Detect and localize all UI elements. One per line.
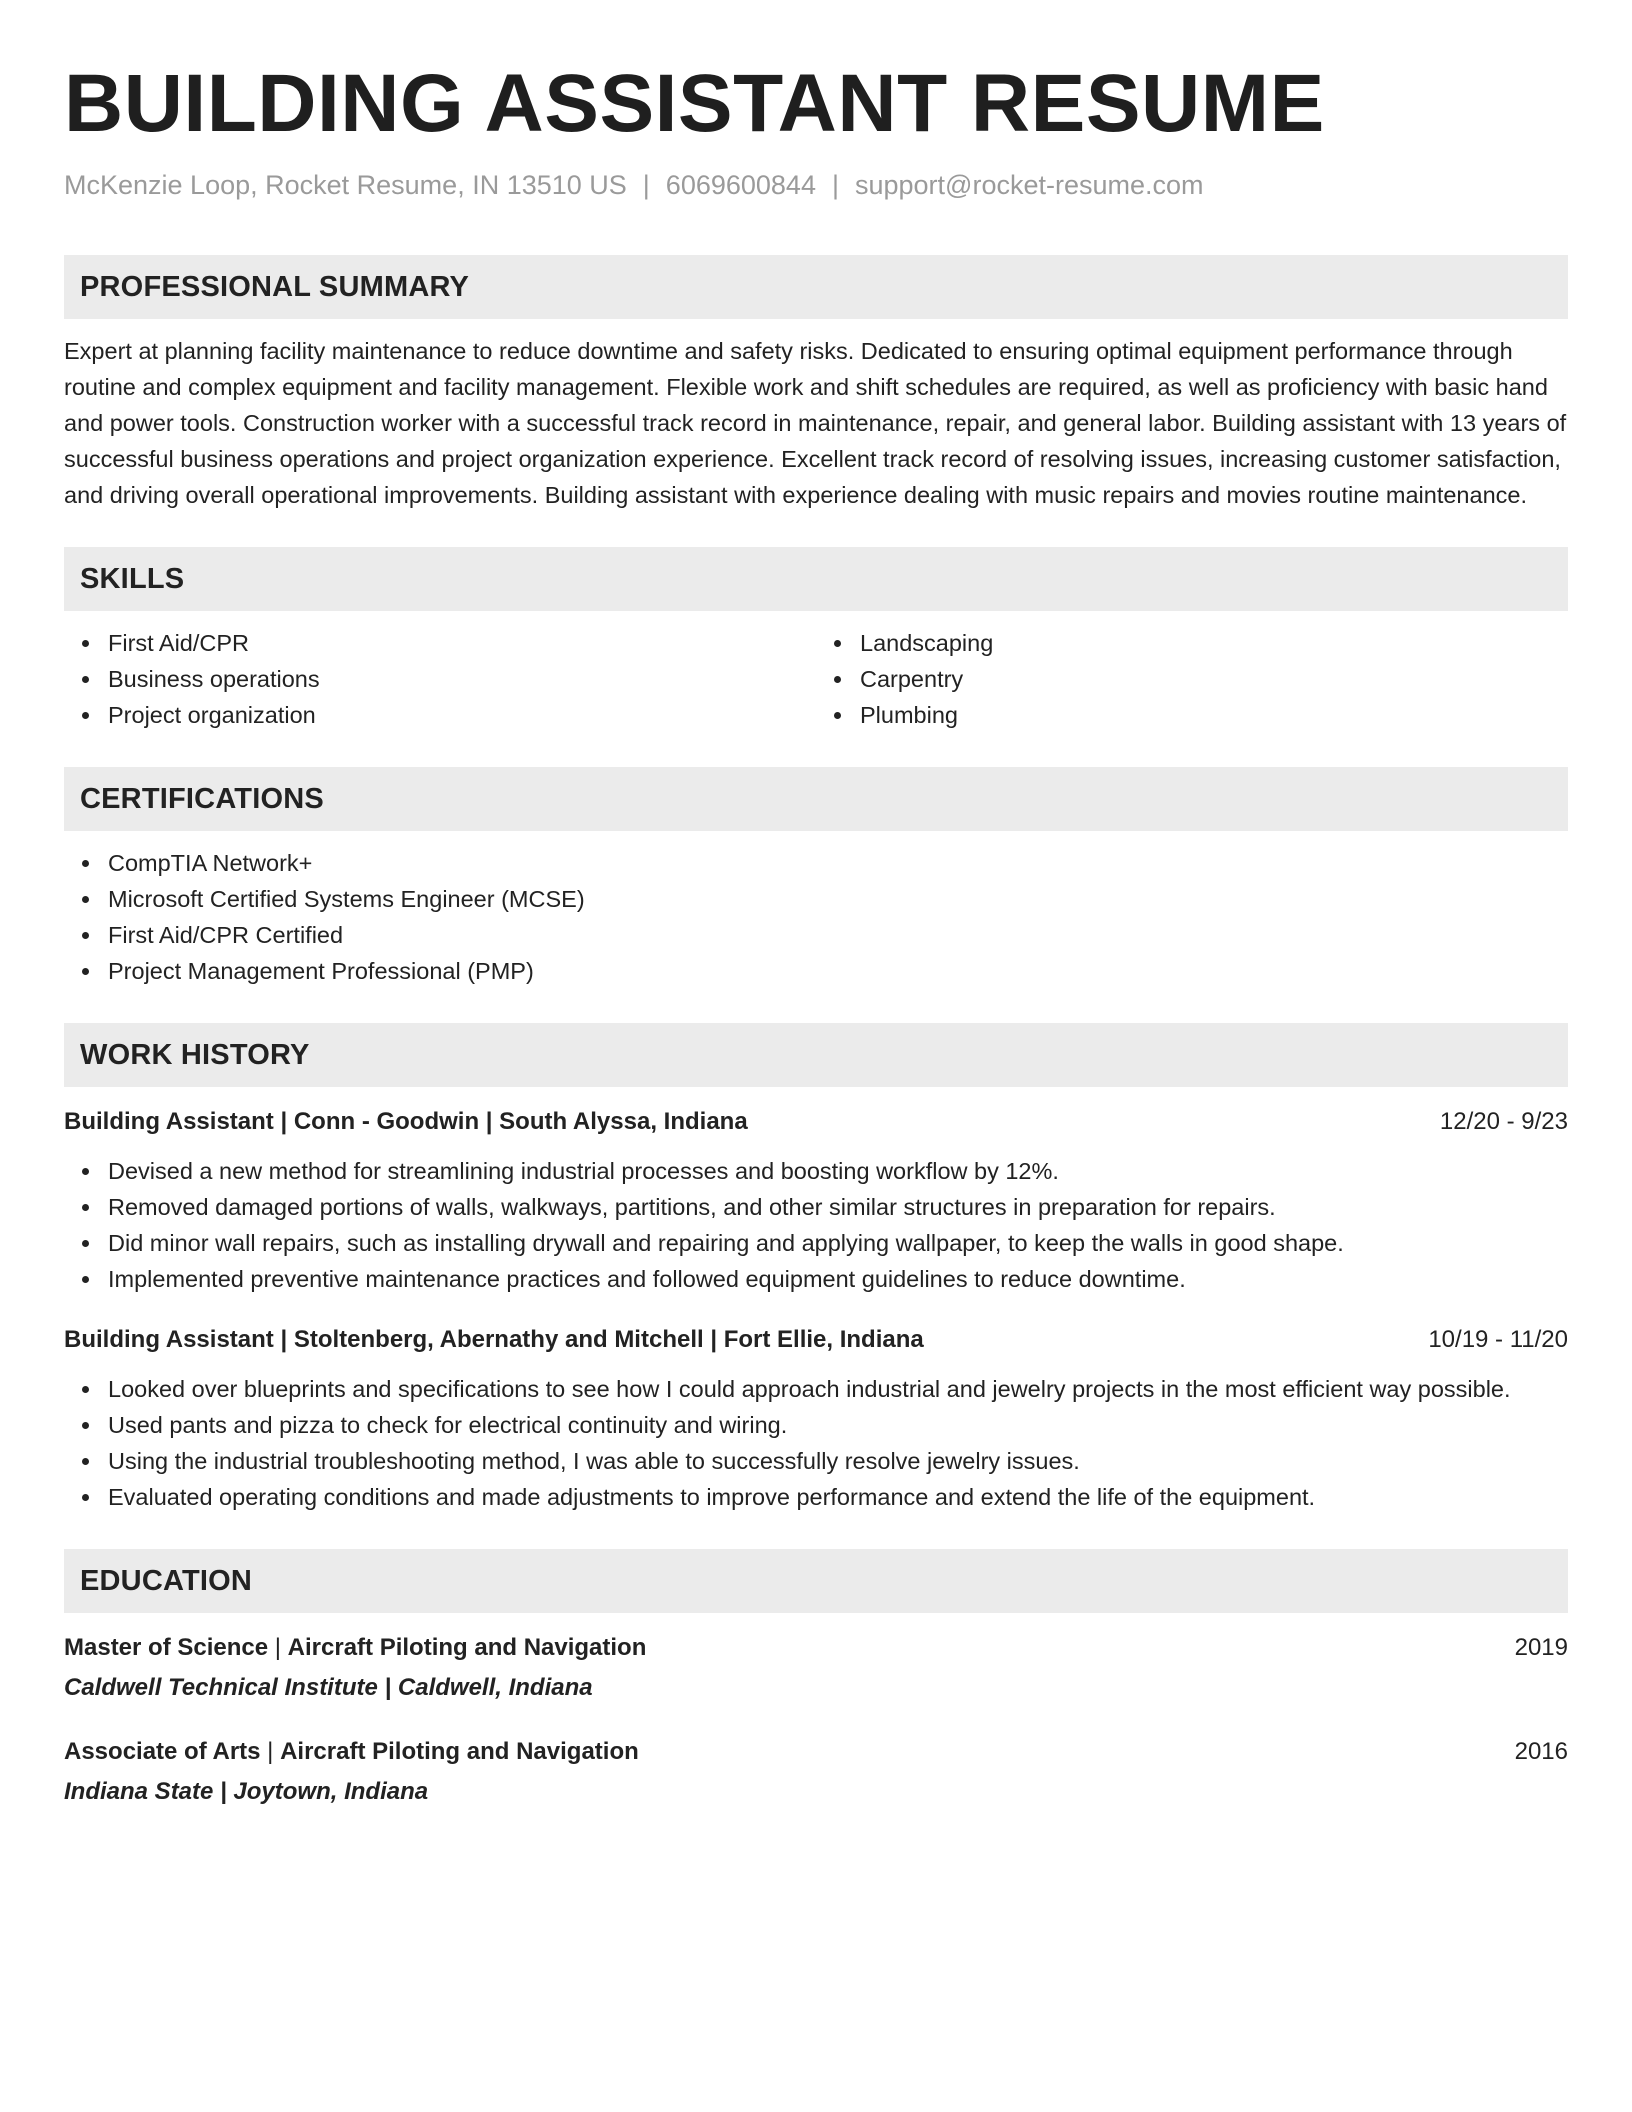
job-bullets	[64, 1371, 1568, 1515]
education-school: Indiana State | Joytown, Indiana	[64, 1778, 429, 1805]
summary-text: Expert at planning facility maintenance to reduce downtime and safety risks. Dedicated to ensuring optimal equipment performance through routine and complex equipment and facility management. Flexible work and shift schedules are required, as well as proficiency with basic hand and power tools. Construction worker with a successful track record in maintenance, repair, and general labor. Building assistant with 13 years of successful business operations and project organization experience. Excellent track record of resolving issues, increasing customer satisfaction, and driving overall operational improvements. Building assistant with experience dealing with music repairs and movies routine maintenance.	[64, 338, 1567, 508]
degree-field: Aircraft Piloting and Navigation	[280, 1738, 639, 1765]
job-title: Building Assistant | Conn - Goodwin | South Alyssa, Indiana	[64, 1108, 748, 1135]
certifications-heading: CERTIFICATIONS	[64, 767, 1568, 831]
contact-phone: 6069600844	[665, 170, 816, 200]
degree-name: Associate of Arts	[64, 1738, 261, 1765]
resume-page	[64, 0, 1568, 1809]
education-header	[64, 1735, 1568, 1769]
certification-item: First Aid/CPR Certified	[108, 917, 1568, 953]
summary-heading: PROFESSIONAL SUMMARY	[64, 255, 1568, 319]
certification-item: CompTIA Network+	[108, 845, 1568, 881]
certification-item: Microsoft Certified Systems Engineer (MCSE)	[108, 881, 1568, 917]
skills-list	[64, 611, 1568, 733]
education-degree	[64, 1631, 646, 1665]
contact-line	[64, 168, 1568, 202]
job-bullets	[64, 1153, 1568, 1297]
education-degree	[64, 1735, 639, 1769]
job-bullet: Removed damaged portions of walls, walkways, partitions, and other similar structures in preparation for repairs.	[108, 1189, 1568, 1225]
job-bullet: Used pants and pizza to check for electrical continuity and wiring.	[108, 1407, 1568, 1443]
skills-column-left	[64, 625, 816, 733]
skills-heading: SKILLS	[64, 547, 1568, 611]
education-heading: EDUCATION	[64, 1549, 1568, 1613]
contact-separator: |	[642, 170, 650, 200]
education-school: Caldwell Technical Institute | Caldwell, Indiana	[64, 1674, 593, 1701]
job-dates: 10/19 - 11/20	[1428, 1326, 1568, 1353]
work-history-heading: WORK HISTORY	[64, 1023, 1568, 1087]
education-year: 2019	[1514, 1634, 1568, 1661]
certifications-list	[64, 845, 1568, 989]
skill-item: Carpentry	[860, 661, 1568, 697]
skill-item: First Aid/CPR	[108, 625, 816, 661]
degree-field: Aircraft Piloting and Navigation	[287, 1634, 647, 1661]
education-header	[64, 1631, 1568, 1665]
skills-column-right	[816, 625, 1568, 733]
skill-item: Landscaping	[860, 625, 1568, 661]
certification-item: Project Management Professional (PMP)	[108, 953, 1568, 989]
job-header	[64, 1323, 1568, 1357]
job-dates: 12/20 - 9/23	[1439, 1108, 1568, 1135]
degree-separator: |	[268, 1634, 288, 1661]
resume-title: BUILDING ASSISTANT RESUME	[64, 58, 1325, 149]
job-bullet: Evaluated operating conditions and made adjustments to improve performance and extend the life of the equipment.	[108, 1479, 1568, 1515]
skill-item: Plumbing	[860, 697, 1568, 733]
job-bullet: Using the industrial troubleshooting method, I was able to successfully resolve jewelry issues.	[108, 1443, 1568, 1479]
job-bullet: Did minor wall repairs, such as installing drywall and repairing and applying wallpaper, to keep the walls in good shape.	[108, 1225, 1568, 1261]
skill-item: Project organization	[108, 697, 816, 733]
job-title: Building Assistant | Stoltenberg, Abernathy and Mitchell | Fort Ellie, Indiana	[64, 1326, 924, 1353]
education-year: 2016	[1514, 1738, 1568, 1765]
contact-address: McKenzie Loop, Rocket Resume, IN 13510 US	[64, 170, 627, 200]
job-bullet: Devised a new method for streamlining industrial processes and boosting workflow by 12%.	[108, 1153, 1568, 1189]
degree-name: Master of Science	[64, 1634, 269, 1661]
degree-separator: |	[260, 1738, 281, 1765]
job-bullet: Looked over blueprints and specifications to see how I could approach industrial and jewelry projects in the most efficient way possible.	[108, 1371, 1568, 1407]
skill-item: Business operations	[108, 661, 816, 697]
contact-email: support@rocket-resume.com	[854, 170, 1204, 200]
job-bullet: Implemented preventive maintenance practices and followed equipment guidelines to reduce downtime.	[108, 1261, 1568, 1297]
job-header	[64, 1105, 1568, 1139]
contact-separator: |	[831, 170, 839, 200]
